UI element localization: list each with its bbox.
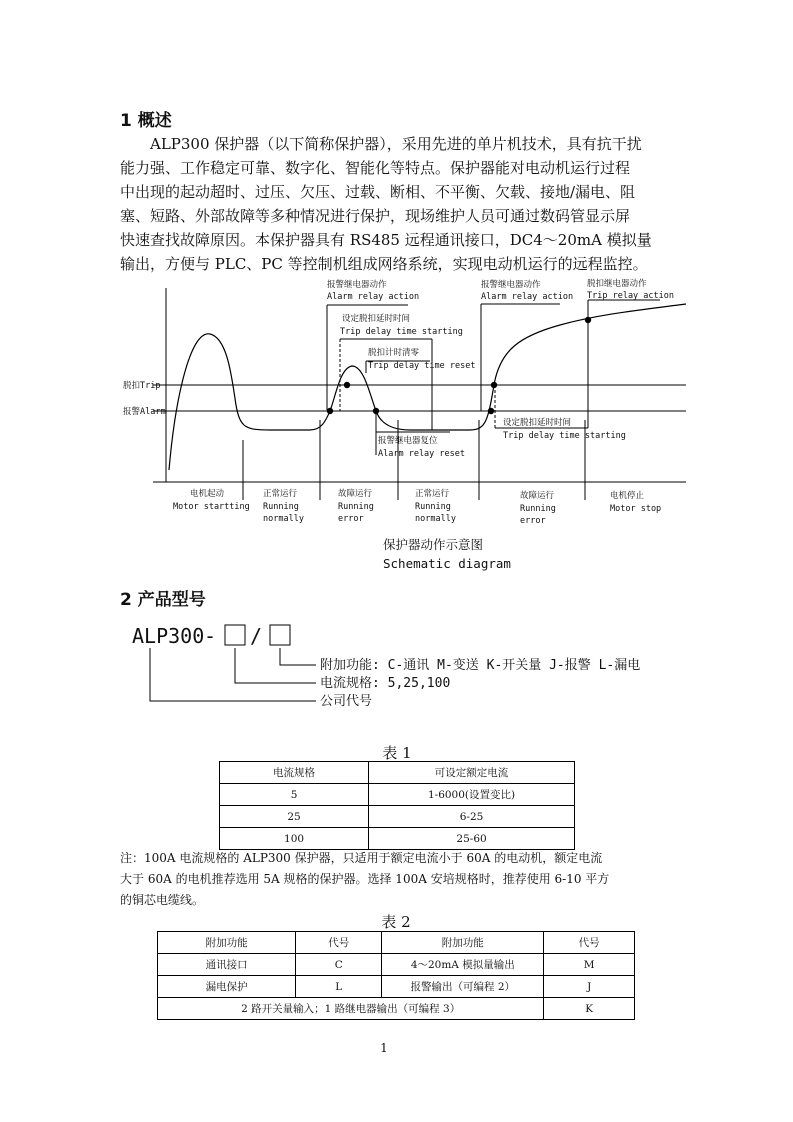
trip-action-point <box>585 317 591 323</box>
page-number: 1 <box>380 1041 388 1055</box>
model-prefix: ALP300 <box>132 624 205 648</box>
paragraph-line: ALP300 保护器（以下简称保护器），采用先进的单片机技术，具有抗干扰 <box>150 135 642 153</box>
trip-cross-point <box>344 382 350 388</box>
phase-label-en: normally <box>263 514 304 524</box>
protection-schematic-diagram <box>0 270 793 580</box>
model-dash: - <box>204 624 217 648</box>
legend-current: 电流规格: 5,25,100 <box>320 676 451 691</box>
table-cell: K <box>544 998 635 1020</box>
phase-label-en: Motor startting <box>173 502 250 512</box>
phase-label-en: Running <box>520 504 556 514</box>
phase-label-en: Running <box>263 502 299 512</box>
annotation-en: Trip delay time starting <box>503 431 626 441</box>
table-cell: 通讯接口 <box>158 954 296 976</box>
table-header-cell: 附加功能 <box>382 932 544 954</box>
table-1-caption: 表 1 <box>382 744 412 762</box>
phase-label-en: error <box>338 514 364 524</box>
note-line: 大于 60A 的电机推荐选用 5A 规格的保护器。选择 100A 安培规格时，推荐使用 6-10 平方 <box>120 872 610 886</box>
diagram-caption-en: Schematic diagram <box>383 556 511 571</box>
table-cell: 漏电保护 <box>158 976 296 998</box>
phase-label-cn: 电机起动 <box>190 489 225 499</box>
phase-label-en: error <box>520 516 546 526</box>
addon-function-box <box>270 625 290 645</box>
phase-label-cn: 正常运行 <box>263 489 298 499</box>
phase-label-cn: 故障运行 <box>520 491 555 501</box>
model-slash: / <box>250 624 263 648</box>
annotation-cn: 报警继电器复位 <box>378 436 438 446</box>
table-cell: 1-6000(设置变比) <box>369 784 575 806</box>
table-1 <box>219 761 575 850</box>
annotation-en: Alarm relay reset <box>378 449 465 459</box>
table-header-cell: 电流规格 <box>220 762 369 784</box>
table-cell: 6-25 <box>369 806 575 828</box>
note-line: 注：100A 电流规格的 ALP300 保护器，只适用于额定电流小于 60A 的电动机，额定电流 <box>120 851 603 865</box>
table-cell: L <box>296 976 382 998</box>
table-row <box>158 976 635 998</box>
trip-cross-point-2 <box>491 382 497 388</box>
table-cell: 25 <box>220 806 369 828</box>
annotation-cn: 脱扣计时清零 <box>368 348 420 358</box>
annotation-en: Trip delay time reset <box>368 361 476 371</box>
phase-label-en: normally <box>415 514 456 524</box>
table-cell: 4～20mA 模拟量输出 <box>382 954 544 976</box>
alarm-label: 报警Alarm <box>123 407 166 417</box>
alarm-reset-point <box>373 408 379 414</box>
note-line: 的铜芯电缆线。 <box>120 893 205 907</box>
table-cell: J <box>544 976 635 998</box>
table-row <box>220 784 575 806</box>
table-header-cell: 附加功能 <box>158 932 296 954</box>
table-2-caption: 表 2 <box>381 913 411 931</box>
section-2-heading: 2 产品型号 <box>120 590 206 610</box>
phase-label-en: Running <box>415 502 451 512</box>
legend-company: 公司代号 <box>320 694 373 709</box>
table-header-cell: 代号 <box>296 932 382 954</box>
phase-label-en: Running <box>338 502 374 512</box>
table-cell: C <box>296 954 382 976</box>
phase-label-cn: 正常运行 <box>415 489 450 499</box>
table-header-cell: 可设定额定电流 <box>369 762 575 784</box>
annotation-cn: 设定脱扣延时时间 <box>503 418 572 428</box>
phase-label-en: Motor stop <box>610 504 662 514</box>
diagram-caption-cn: 保护器动作示意图 <box>383 537 484 552</box>
alarm-trigger-point <box>327 408 333 414</box>
table-2 <box>157 931 635 1020</box>
table-row <box>220 828 575 850</box>
paragraph-line: 能力强、工作稳定可靠、数字化、智能化等特点。保护器能对电动机运行过程 <box>120 159 631 177</box>
table-cell: 报警输出（可编程 2） <box>382 976 544 998</box>
annotation-en: Alarm relay action <box>481 292 574 302</box>
table-cell: 2 路开关量输入；1 路继电器输出（可编程 3） <box>158 998 544 1020</box>
table-row <box>158 998 635 1020</box>
annotation-cn: 报警继电器动作 <box>327 280 387 290</box>
addon-bracket <box>280 648 316 665</box>
paragraph-line: 塞、短路、外部故障等多种情况进行保护，现场维护人员可通过数码管显示屏 <box>120 207 631 225</box>
table-cell: 5 <box>220 784 369 806</box>
phase-label-cn: 电机停止 <box>610 491 645 501</box>
annotation-en: Trip delay time starting <box>340 327 463 337</box>
legend-addon: 附加功能: C-通讯 M-变送 K-开关量 J-报警 L-漏电 <box>320 658 641 673</box>
table-cell: M <box>544 954 635 976</box>
current-spec-box <box>225 625 245 645</box>
section-1-paragraph <box>120 132 668 276</box>
paragraph-line: 快速查找故障原因。本保护器具有 RS485 远程通讯接口，DC4～20mA 模拟量 <box>120 231 652 249</box>
annotation-cn: 脱扣继电器动作 <box>587 279 647 289</box>
table-header-row <box>220 762 575 784</box>
table-row <box>220 806 575 828</box>
paragraph-line: 输出，方便与 PLC、PC 等控制机组成网络系统，实现电动机运行的远程监控。 <box>120 255 648 273</box>
table-header-row <box>158 932 635 954</box>
annotation-cn: 报警继电器动作 <box>481 280 541 290</box>
table-header-cell: 代号 <box>544 932 635 954</box>
current-spec-note <box>120 848 668 911</box>
paragraph-line: 中出现的起动超时、过压、欠压、过载、断相、不平衡、欠载、接地/漏电、阻 <box>120 183 636 201</box>
phase-label-cn: 故障运行 <box>338 489 373 499</box>
table-cell: 25-60 <box>369 828 575 850</box>
table-cell: 100 <box>220 828 369 850</box>
model-code-diagram <box>120 618 680 713</box>
annotation-en: Trip relay action <box>587 291 674 301</box>
annotation-en: Alarm relay action <box>327 292 420 302</box>
trip-label: 脱扣Trip <box>123 381 161 391</box>
annotation-cn: 设定脱扣延时时间 <box>342 314 411 324</box>
alarm-trigger-point-2 <box>488 408 494 414</box>
table-row <box>158 954 635 976</box>
section-1-heading: 1 概述 <box>120 111 172 131</box>
company-bracket <box>150 648 316 701</box>
